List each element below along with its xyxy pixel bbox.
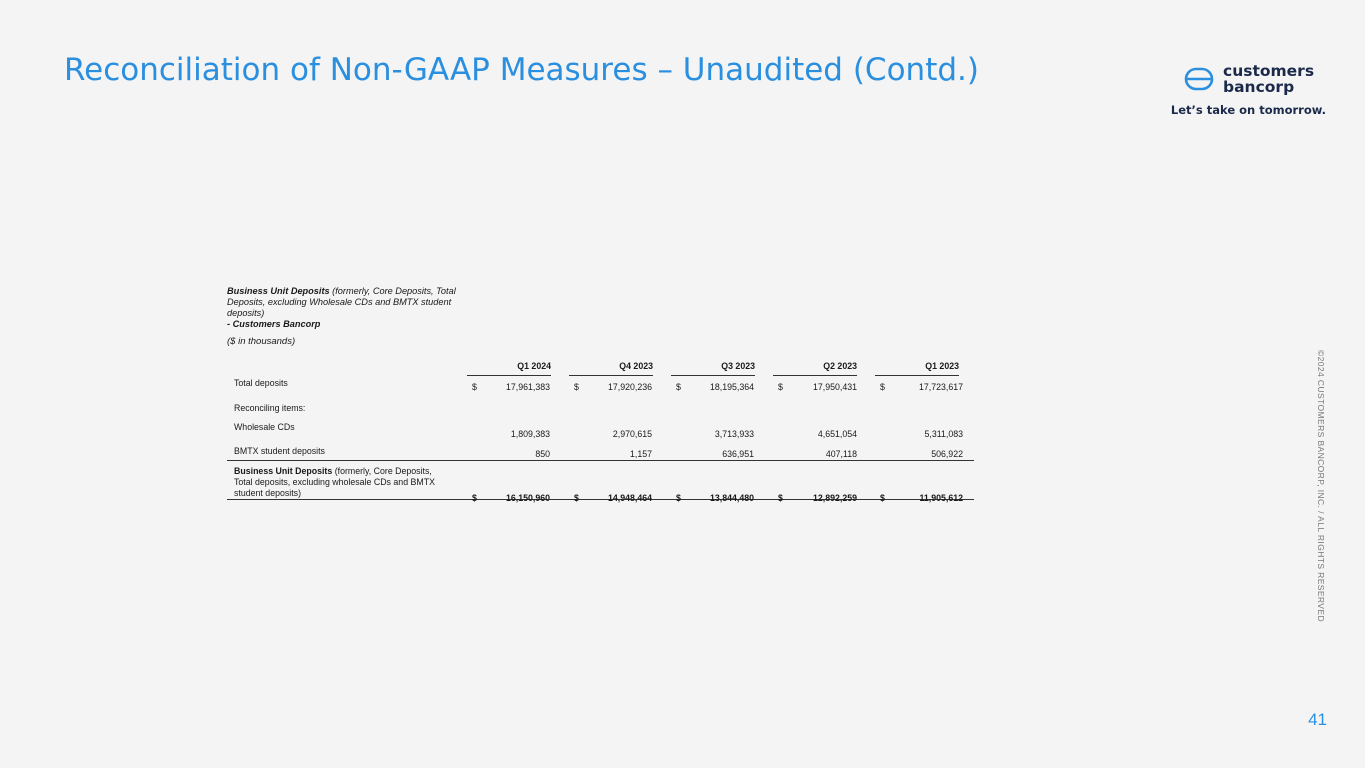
page-number: 41 — [1308, 710, 1327, 729]
table-row — [227, 438, 974, 460]
row-label: Total deposits — [234, 378, 288, 388]
logo-line-2: bancorp — [1223, 78, 1295, 96]
row-label: Wholesale CDs — [234, 422, 295, 432]
dollar-sign: $ — [676, 493, 681, 503]
heading-bold: Business Unit Deposits — [227, 286, 330, 296]
cell-value: 506,922 — [931, 449, 963, 459]
row-label: Reconciling items: — [234, 403, 306, 413]
dollar-sign: $ — [574, 493, 579, 503]
dollar-sign: $ — [880, 493, 885, 503]
units-note: ($ in thousands) — [227, 336, 296, 347]
copyright-notice: ©2024 CUSTOMERS BANCORP, INC. / ALL RIGHTS RESERVED — [1316, 350, 1326, 622]
dollar-sign: $ — [778, 493, 783, 503]
total-value: 13,844,480 — [709, 493, 754, 503]
total-label — [234, 466, 449, 499]
cell-value: 17,920,236 — [607, 382, 652, 392]
table-total-row — [227, 460, 974, 503]
total-value: 16,150,960 — [505, 493, 550, 503]
total-label-bold: Business Unit Deposits — [234, 466, 333, 476]
cell-value: 3,713,933 — [714, 429, 754, 439]
tagline: Let’s take on tomorrow. — [1170, 103, 1326, 117]
heading-rest: (formerly, Core Deposits, Total Deposits, excluding Wholesale CDs and BMTX student deposits) — [227, 286, 456, 318]
dollar-sign: $ — [574, 382, 579, 392]
dollar-sign: $ — [472, 382, 477, 392]
total-value: 11,905,612 — [919, 493, 963, 503]
cell-value: 17,950,431 — [812, 382, 857, 392]
cell-value: 850 — [535, 449, 550, 459]
page-title: Reconciliation of Non-GAAP Measures – Unaudited (Contd.) — [64, 52, 979, 88]
table-row — [227, 418, 974, 438]
total-label-rest: (formerly, Core Deposits, Total deposits, excluding wholesale CDs and BMTX student deposits) — [234, 466, 435, 498]
dollar-sign: $ — [472, 493, 477, 503]
heading-subtitle: - Customers Bancorp — [227, 319, 321, 329]
column-header: Q1 2024 — [467, 361, 551, 376]
cell-value: 17,961,383 — [505, 382, 550, 392]
cell-value: 18,195,364 — [709, 382, 754, 392]
column-header: Q3 2023 — [671, 361, 755, 376]
column-header: Q1 2023 — [875, 361, 959, 376]
column-header: Q2 2023 — [773, 361, 857, 376]
row-label: BMTX student deposits — [234, 446, 325, 456]
cell-value: 2,970,615 — [612, 429, 652, 439]
dollar-sign: $ — [880, 382, 885, 392]
company-logo — [1184, 63, 1314, 95]
total-value: 14,948,464 — [607, 493, 652, 503]
reconciliation-table — [227, 356, 974, 503]
cell-value: 636,951 — [722, 449, 754, 459]
cell-value: 407,118 — [825, 449, 857, 459]
cell-value: 1,809,383 — [510, 429, 550, 439]
logo-line-1: customers — [1223, 62, 1315, 80]
cell-value: 17,723,617 — [918, 382, 963, 392]
dollar-sign: $ — [778, 382, 783, 392]
table-header-row — [227, 356, 974, 378]
dollar-sign: $ — [676, 382, 681, 392]
cell-value: 4,651,054 — [817, 429, 857, 439]
table-row — [227, 398, 974, 418]
cell-value: 1,157 — [629, 449, 652, 459]
table-row — [227, 378, 974, 398]
total-value: 12,892,259 — [812, 493, 857, 503]
table-heading — [227, 286, 457, 330]
customers-bancorp-logo-icon — [1184, 67, 1214, 91]
cell-value: 5,311,083 — [924, 429, 963, 439]
column-header: Q4 2023 — [569, 361, 653, 376]
